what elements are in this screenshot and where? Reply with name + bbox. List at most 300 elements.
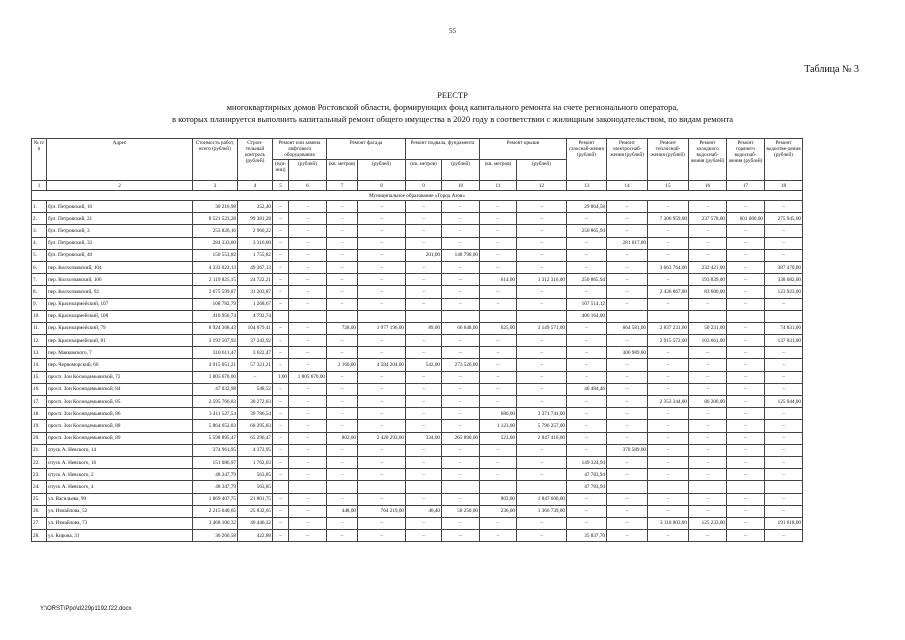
table-row [32,213,803,225]
value-cell: – [689,530,727,542]
value-cell: – [480,530,517,542]
value-cell: 1 366 739,00 [517,505,567,517]
value-cell: 232 421,00 [689,261,727,273]
value-cell: – [567,444,607,456]
value-cell: – [273,396,289,408]
row-number: 5. [32,249,47,261]
value-cell: 48 347,79 [193,469,238,481]
value-cell: – [517,469,567,481]
value-cell: – [289,517,327,529]
value-cell [517,310,567,322]
value-cell: 236,00 [480,505,517,517]
value-cell: – [442,530,480,542]
row-number: 11. [32,322,47,334]
value-cell: – [289,396,327,408]
value-cell: – [567,517,607,529]
value-cell: – [273,225,289,237]
value-cell: – [327,383,358,395]
address-cell: ул. Васильева, 90 [47,493,193,505]
value-cell: – [727,408,765,420]
value-cell: – [358,420,406,432]
value-cell: 58 250,00 [442,505,480,517]
value-cell: – [648,444,689,456]
value-cell [358,310,406,322]
value-cell: – [648,298,689,310]
value-cell: – [358,274,406,286]
value-cell: – [358,298,406,310]
row-number: 22. [32,456,47,468]
value-cell: 191 618,00 [765,517,803,529]
row-number: 18. [32,408,47,420]
value-cell: – [406,347,442,359]
value-cell: – [765,420,803,432]
value-cell: – [517,237,567,249]
value-cell: – [567,249,607,261]
value-cell: 284 333,00 [193,237,238,249]
address-cell: ул. Измайлова, 52 [47,505,193,517]
column-number: 5 [273,181,289,191]
value-cell: 2 215 040,65 [193,505,238,517]
value-cell: – [567,505,607,517]
value-cell: – [327,530,358,542]
row-number: 10. [32,310,47,322]
row-number: 3. [32,225,47,237]
value-cell: – [289,286,327,298]
value-cell: – [480,347,517,359]
value-cell: – [289,201,327,213]
value-cell: 123 923,00 [765,286,803,298]
value-cell: – [442,396,480,408]
value-cell: – [567,493,607,505]
header-facade: Ремонт фасада [327,139,406,160]
value-cell: 542,00 [406,359,442,371]
value-cell: – [442,286,480,298]
value-cell: 201,00 [406,249,442,261]
address-cell: ул. Кирова, 31 [47,530,193,542]
value-cell: – [406,335,442,347]
value-cell: 1 312 316,00 [517,274,567,286]
value-cell: 30 272,83 [238,396,273,408]
column-numbers-row [32,181,803,191]
value-cell: – [689,505,727,517]
value-cell: – [689,493,727,505]
header-elevator-units: (еди-ниц) [273,160,289,181]
value-cell: 2 595 766,83 [193,396,238,408]
value-cell [289,310,327,322]
value-cell [480,310,517,322]
value-cell: – [442,456,480,468]
header-gas: Ремонт газоснаб-жения (рублей) [567,139,607,181]
value-cell: – [648,456,689,468]
value-cell: – [273,286,289,298]
value-cell: – [689,298,727,310]
value-cell: 193 839,00 [689,274,727,286]
value-cell: – [517,298,567,310]
value-cell: – [273,359,289,371]
value-cell: – [607,261,648,273]
value-cell: – [289,505,327,517]
value-cell: – [480,261,517,273]
value-cell: 2 119 825,15 [193,274,238,286]
value-cell: – [406,408,442,420]
value-cell: 2 420 293,00 [358,432,406,444]
value-cell: – [327,261,358,273]
value-cell: – [289,456,327,468]
value-cell [480,481,517,493]
value-cell: 370 589,00 [607,444,648,456]
table-row [32,261,803,273]
table-row [32,249,803,261]
value-cell: 68 395,83 [238,420,273,432]
value-cell: 3 110 803,00 [648,517,689,529]
column-number: 12 [517,181,567,191]
value-cell: – [327,444,358,456]
value-cell: 2 436 867,00 [648,286,689,298]
value-cell: – [689,347,727,359]
value-cell: 764 219,00 [358,505,406,517]
value-cell: – [607,225,648,237]
value-cell: – [727,383,765,395]
row-number: 15. [32,371,47,383]
value-cell: – [607,396,648,408]
value-cell [327,481,358,493]
value-cell: 265 890,00 [442,432,480,444]
value-cell: – [727,225,765,237]
value-cell: 150 553,82 [193,249,238,261]
value-cell: – [648,383,689,395]
row-number: 21. [32,444,47,456]
value-cell: 125 233,00 [689,517,727,529]
value-cell: – [727,261,765,273]
value-cell: – [273,469,289,481]
value-cell: – [567,432,607,444]
address-cell: спуск А. Невского, 4 [47,481,193,493]
header-hot-water: Ремонт горячего водоснаб-жения (рублей) [727,139,765,181]
header-basement-m: (кв. метров) [406,160,442,181]
value-cell: 1 869 407,75 [193,493,238,505]
value-cell: – [517,213,567,225]
value-cell: – [480,225,517,237]
value-cell: – [607,420,648,432]
row-number: 23. [32,469,47,481]
value-cell: – [406,237,442,249]
value-cell [607,481,648,493]
value-cell: 422,88 [238,530,273,542]
municipality-label: Муниципальное образование «Город Азов» [32,191,803,201]
value-cell: – [727,286,765,298]
value-cell: – [273,456,289,468]
value-cell: – [358,408,406,420]
value-cell: – [480,371,517,383]
value-cell: 614,00 [480,274,517,286]
column-number: 17 [727,181,765,191]
value-cell: – [358,493,406,505]
value-cell: – [289,383,327,395]
value-cell: 548,52 [238,383,273,395]
title-line-2: многоквартирных домов Ростовской области, формирующих фонд капитального ремонта на счете регионального оператора, [226,102,679,112]
table-row [32,469,803,481]
value-cell: – [273,432,289,444]
value-cell: – [607,201,648,213]
value-cell: – [289,261,327,273]
table-row [32,310,803,322]
header-roof-m: (кв. метров) [480,160,517,181]
header-elevator: Ремонт или замена лифтового оборудования [273,139,327,160]
value-cell: – [727,335,765,347]
municipality-row [32,191,803,201]
value-cell: 237 578,00 [689,213,727,225]
column-number: 15 [648,181,689,191]
value-cell: – [406,286,442,298]
value-cell [517,481,567,493]
value-cell: – [727,505,765,517]
value-cell: – [358,530,406,542]
value-cell: 310 611,47 [193,347,238,359]
value-cell: – [327,274,358,286]
value-cell: 125 944,00 [765,396,803,408]
value-cell: – [607,213,648,225]
value-cell: – [273,335,289,347]
value-cell: 1 977 196,00 [358,322,406,334]
value-cell: – [607,249,648,261]
value-cell: – [406,469,442,481]
value-cell: 625,00 [480,322,517,334]
value-cell: – [727,322,765,334]
value-cell: – [648,420,689,432]
value-cell: – [648,371,689,383]
column-number: 6 [289,181,327,191]
column-number: 7 [327,181,358,191]
value-cell [289,481,327,493]
value-cell: – [442,225,480,237]
value-cell: – [765,237,803,249]
table-row [32,383,803,395]
table-row [32,347,803,359]
column-number: 8 [358,181,406,191]
value-cell: – [567,371,607,383]
value-cell: – [689,383,727,395]
table-row [32,237,803,249]
value-cell: – [727,371,765,383]
value-cell: 8 924 368,43 [193,322,238,334]
value-cell: – [517,517,567,529]
value-cell: 104 079,41 [238,322,273,334]
table-row [32,420,803,432]
value-cell: – [358,396,406,408]
value-cell: 803,00 [480,493,517,505]
header-num: № п/п [32,139,47,181]
value-cell: 3 371 741,00 [517,408,567,420]
row-number: 13. [32,347,47,359]
value-cell: – [480,396,517,408]
value-cell: 3 468 100,32 [193,517,238,529]
value-cell: – [406,298,442,310]
value-cell: – [442,335,480,347]
value-cell: – [480,249,517,261]
column-number: 14 [607,181,648,191]
table-row [32,225,803,237]
header-roof-rub: (рублей) [517,160,567,181]
value-cell: – [442,347,480,359]
value-cell: – [517,335,567,347]
value-cell: 664 581,00 [607,322,648,334]
value-cell: – [607,530,648,542]
value-cell: – [607,286,648,298]
value-cell: – [327,237,358,249]
row-number: 19. [32,420,47,432]
value-cell: 151 086,97 [193,456,238,468]
value-cell: – [727,298,765,310]
value-cell: – [289,322,327,334]
value-cell: – [442,261,480,273]
value-cell: – [648,347,689,359]
value-cell: 334,00 [406,432,442,444]
value-cell: – [442,408,480,420]
value-cell: – [648,530,689,542]
value-cell [327,310,358,322]
value-cell: – [648,469,689,481]
value-cell: – [327,493,358,505]
value-cell: 1 847 606,00 [517,493,567,505]
value-cell [689,481,727,493]
value-cell: 2 837 231,00 [648,322,689,334]
address-cell: просп. Зои Космодемьянской, 88 [47,420,193,432]
value-cell: – [327,396,358,408]
value-cell: 74 831,00 [765,322,803,334]
value-cell: – [442,469,480,481]
value-cell: – [567,347,607,359]
value-cell: 46 484,46 [567,383,607,395]
value-cell: – [289,420,327,432]
registry-table [31,138,803,542]
value-cell: – [289,213,327,225]
value-cell: – [289,432,327,444]
address-cell: пер. Красноармейский, 81 [47,335,193,347]
value-cell: 148 798,00 [442,249,480,261]
value-cell: – [480,237,517,249]
value-cell: 66 648,00 [442,322,480,334]
value-cell: – [765,408,803,420]
value-cell: 89,00 [406,322,442,334]
value-cell: – [406,225,442,237]
value-cell: – [273,249,289,261]
value-cell [442,310,480,322]
value-cell: – [289,444,327,456]
value-cell: 374 961,95 [193,444,238,456]
value-cell: 48 347,79 [193,481,238,493]
value-cell: 1 762,03 [238,456,273,468]
value-cell: 306 989,00 [607,347,648,359]
value-cell: – [358,335,406,347]
column-number: 2 [47,181,193,191]
value-cell: – [327,213,358,225]
value-cell: – [273,408,289,420]
value-cell: – [517,286,567,298]
value-cell: 3 193 507,92 [193,335,238,347]
address-cell: пер. Колхозчавский, 92 [47,286,193,298]
address-cell: пер. Красноармейский, 107 [47,298,193,310]
address-cell: бул. Петровский, 3 [47,225,193,237]
header-roof: Ремонт крыши [480,139,567,160]
value-cell: – [358,225,406,237]
value-cell: – [273,383,289,395]
value-cell: – [480,286,517,298]
value-cell: 30 216,98 [193,201,238,213]
value-cell: 29 864,58 [567,201,607,213]
row-number: 20. [32,432,47,444]
value-cell: 21 801,75 [238,493,273,505]
value-cell: – [442,383,480,395]
address-cell: бул. Петровский, 33 [47,237,193,249]
value-cell: 2 675 599,87 [193,286,238,298]
value-cell: – [442,420,480,432]
value-cell: – [480,469,517,481]
value-cell: 107 514,12 [567,298,607,310]
title-line-1: РЕЕСТР [437,90,468,100]
value-cell: – [327,456,358,468]
header-control: Строи-тельный контроль (рублей) [238,139,273,181]
value-cell: 802,00 [327,432,358,444]
value-cell: – [567,213,607,225]
value-cell: 448,00 [327,505,358,517]
value-cell: 2 353 344,00 [648,396,689,408]
value-cell: – [607,371,648,383]
value-cell: – [765,225,803,237]
table-row [32,286,803,298]
value-cell: – [517,383,567,395]
value-cell: 3 149 571,00 [517,322,567,334]
value-cell: – [727,432,765,444]
value-cell: – [727,420,765,432]
value-cell: – [273,201,289,213]
value-cell: – [607,469,648,481]
value-cell: – [406,396,442,408]
value-cell: – [358,444,406,456]
page-number: 55 [449,27,456,35]
value-cell: – [358,237,406,249]
value-cell: – [727,201,765,213]
row-number: 17. [32,396,47,408]
value-cell: – [648,359,689,371]
value-cell: – [289,225,327,237]
value-cell: – [607,432,648,444]
value-cell: – [689,249,727,261]
column-number: 11 [480,181,517,191]
value-cell: 281 017,00 [607,237,648,249]
value-cell: 50 231,00 [689,322,727,334]
file-path-footer: Y:\ORST\Ppo\d229p1192.f22.docx [40,606,132,612]
row-number: 1. [32,201,47,213]
address-cell: пер. Колхозчавский, 104 [47,261,193,273]
row-number: 6. [32,261,47,273]
value-cell: – [765,359,803,371]
value-cell: 406 164,00 [567,310,607,322]
header-drainage: Ремонт водоотве-дения (рублей) [765,139,803,181]
header-facade-m: (кв. метров) [327,160,358,181]
value-cell: – [480,456,517,468]
value-cell: – [358,347,406,359]
value-cell: 686,00 [480,408,517,420]
table-row [32,481,803,493]
value-cell: – [765,456,803,468]
value-cell: – [327,335,358,347]
value-cell: – [567,322,607,334]
row-number: 9. [32,298,47,310]
table-row [32,505,803,517]
value-cell: – [648,505,689,517]
value-cell: – [273,493,289,505]
value-cell: 601 660,00 [727,213,765,225]
